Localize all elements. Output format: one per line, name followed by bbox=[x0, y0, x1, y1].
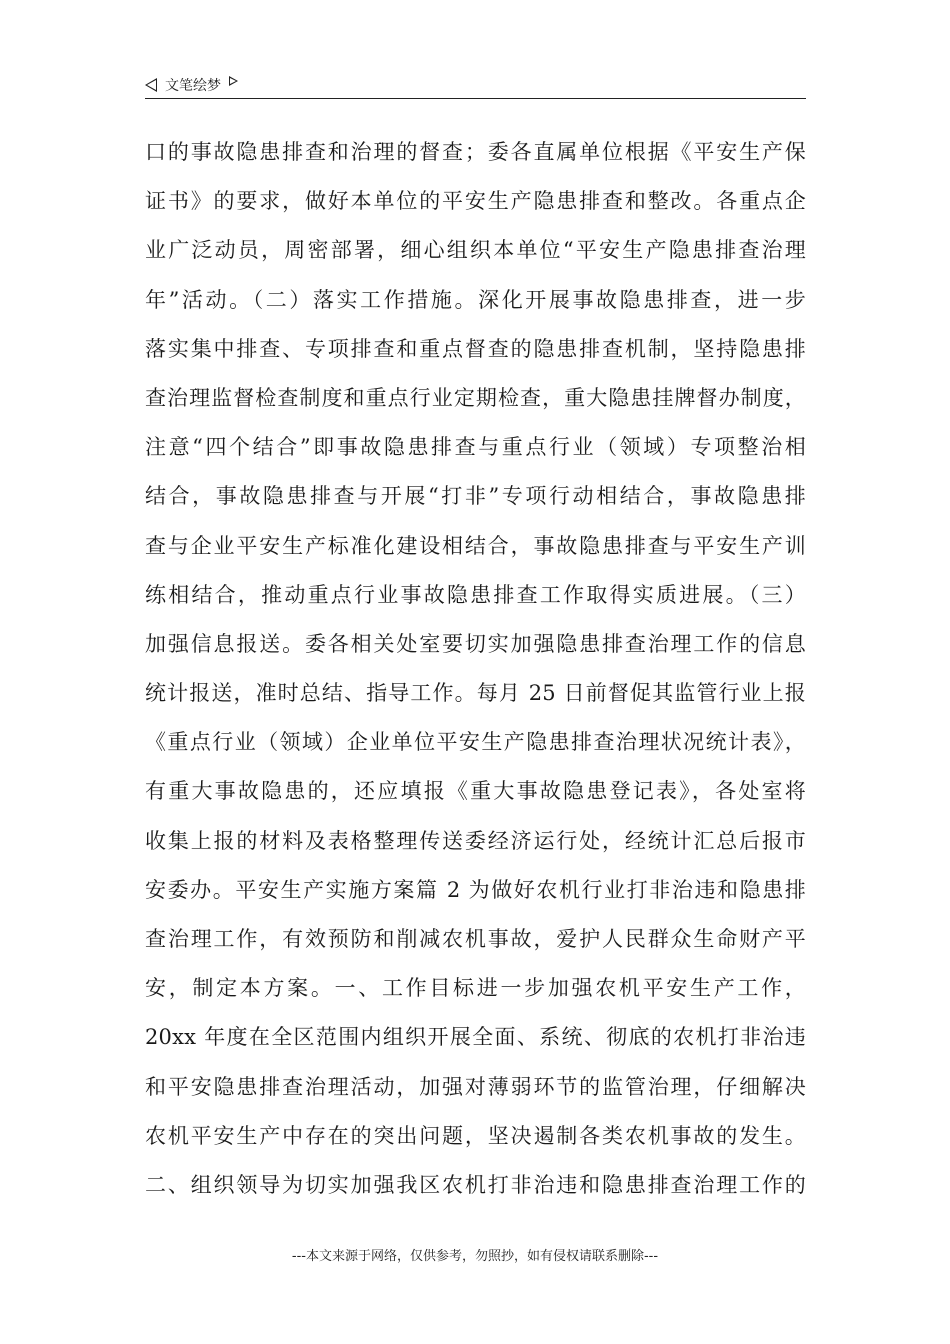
text-line: 二、组织领导为切实加强我区农机打非治违和隐患排查治理工作的 bbox=[145, 1172, 806, 1197]
text-line: 安，制定本方案。一、工作目标进一步加强农机平安生产工作， bbox=[145, 976, 806, 1001]
header-title: 文笔绘梦 bbox=[165, 78, 221, 94]
triangle-left-icon bbox=[145, 78, 157, 92]
document-body bbox=[145, 128, 806, 1210]
page-header bbox=[145, 72, 806, 99]
footer-notice: ---本文来源于网络，仅供参考，勿照抄，如有侵权请联系删除--- bbox=[291, 1249, 659, 1264]
triangle-right-icon bbox=[229, 76, 238, 86]
text-line: 练相结合，推动重点行业事故隐患排查工作取得实质进展。（三） bbox=[145, 582, 806, 607]
text-line: 加强信息报送。委各相关处室要切实加强隐患排查治理工作的信息 bbox=[145, 631, 806, 656]
text-line: 查治理工作，有效预防和削减农机事故，爱护人民群众生命财产平 bbox=[145, 927, 806, 951]
text-line: 落实集中排查、专项排查和重点督查的隐患排查机制，坚持隐患排 bbox=[145, 336, 806, 361]
text-line: 年”活动。（二）落实工作措施。深化开展事故隐患排查，进一步 bbox=[145, 287, 806, 312]
text-line: 查治理监督检查制度和重点行业定期检查，重大隐患挂牌督办制度， bbox=[145, 385, 806, 410]
text-line: 结合，事故隐患排查与开展“打非”专项行动相结合，事故隐患排 bbox=[145, 484, 806, 509]
text-line: 证书》的要求，做好本单位的平安生产隐患排查和整改。各重点企 bbox=[145, 189, 806, 214]
text-line: 20xx 年度在全区范围内组织开展全面、系统、彻底的农机打非治违 bbox=[145, 1025, 806, 1050]
text-line: 注意“四个结合”即事故隐患排查与重点行业（领域）专项整治相 bbox=[145, 435, 806, 460]
text-line: 口的事故隐患排查和治理的督查；委各直属单位根据《平安生产保 bbox=[145, 140, 806, 164]
text-line: 统计报送，准时总结、指导工作。每月 25 日前督促其监管行业上报 bbox=[145, 681, 806, 706]
text-line: 安委办。平安生产实施方案篇 2 为做好农机行业打非治违和隐患排 bbox=[145, 877, 806, 902]
text-line: 和平安隐患排查治理活动，加强对薄弱环节的监管治理，仔细解决 bbox=[145, 1074, 806, 1099]
text-line: 业广泛动员，周密部署，细心组织本单位“平安生产隐患排查治理 bbox=[145, 238, 806, 263]
text-line: 《重点行业（领域）企业单位平安生产隐患排查治理状况统计表》， bbox=[145, 730, 806, 755]
text-line: 查与企业平安生产标准化建设相结合，事故隐患排查与平安生产训 bbox=[145, 533, 806, 558]
text-line: 农机平安生产中存在的突出问题，坚决遏制各类农机事故的发生。 bbox=[145, 1123, 806, 1148]
text-line: 收集上报的材料及表格整理传送委经济运行处，经统计汇总后报市 bbox=[145, 828, 806, 853]
text-line: 有重大事故隐患的，还应填报《重大事故隐患登记表》，各处室将 bbox=[145, 779, 806, 804]
